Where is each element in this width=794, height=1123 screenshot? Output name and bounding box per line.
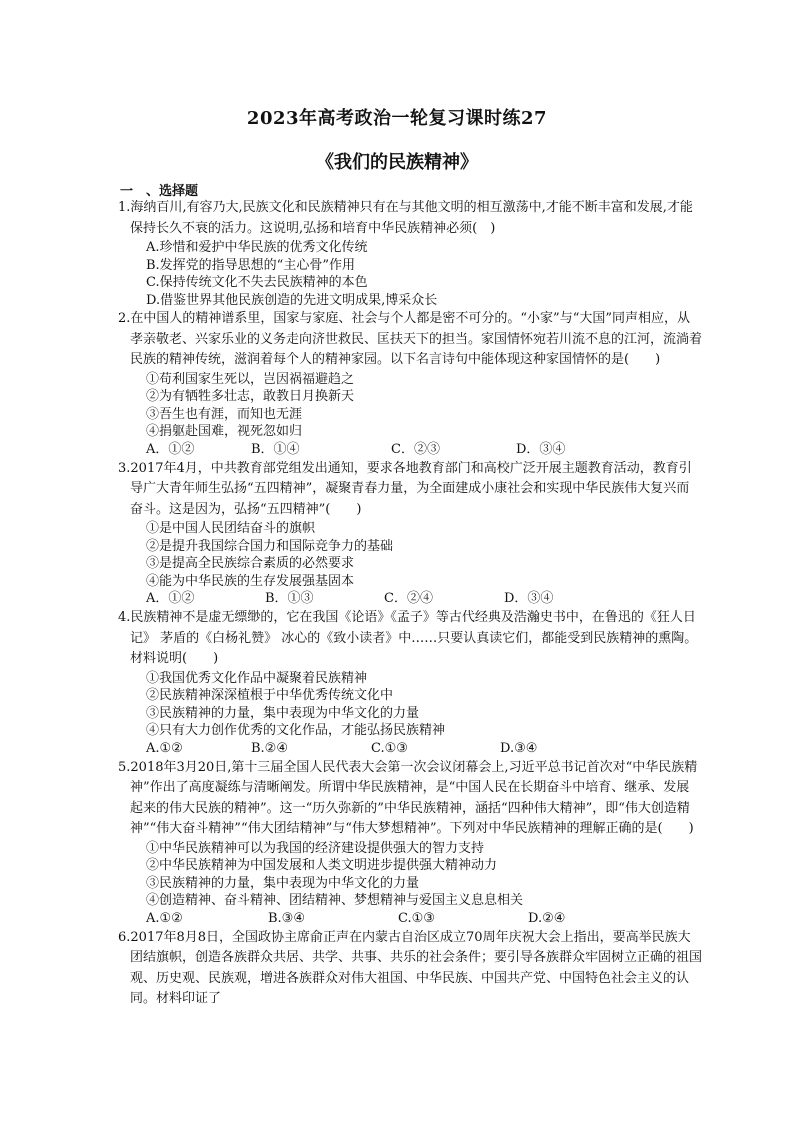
- statement-4: ④只有大力创作优秀的文化作品，才能弘扬民族精神: [146, 723, 446, 738]
- statement-3: ③民族精神的力量，集中表现为中华文化的力量: [146, 705, 420, 721]
- option-a: A.珍惜和爱护中华民族的优秀文化传统: [146, 240, 368, 255]
- choice-b: B．①④: [251, 441, 300, 457]
- choice-d: D.③④: [500, 740, 538, 756]
- option-c: C.保持传统文化不失去民族精神的本色: [146, 275, 368, 290]
- statement-2: ②中华民族精神为中国发展和人类文明进步提供强大精神动力: [146, 858, 498, 873]
- choice-c: C．②③: [391, 441, 440, 457]
- statement-1: ①是中国人民团结奋斗的旗帜: [146, 521, 316, 536]
- choice-c: C．②④: [384, 591, 433, 606]
- statement-1: ①苟利国家生死以，岂因祸福避趋之: [146, 371, 355, 387]
- question-3: [118, 459, 702, 609]
- statement-3: ③民族精神的力量，集中表现为中华文化的力量: [146, 875, 420, 891]
- choice-d: D．③④: [516, 441, 566, 457]
- choice-b: B.②④: [251, 740, 288, 756]
- question-stem: 3.2017年4月，中共教育部党组发出通知，要求各地教育部门和高校广泛开展主题教育活动，教育引导广大青年师生弘扬“五四精神”，凝聚青春力量，为全面建成小康社会和实现中华民族伟大复兴而奋斗。这是因为，弘扬“五四精神”( ): [118, 460, 692, 517]
- question-list: [118, 198, 702, 1010]
- choice-c: C.①③: [398, 910, 435, 926]
- statement-4: ④创造精神、奋斗精神、团结精神、梦想精神与爱国主义息息相关: [146, 893, 524, 908]
- section-heading: 一 、选择题: [120, 184, 199, 199]
- answer-choices: [118, 910, 702, 928]
- statement-4: ④捐躯赴国难，视死忽如归: [146, 424, 303, 439]
- question-5: [118, 758, 702, 928]
- document-subtitle: 《我们的民族精神》: [316, 152, 478, 173]
- choice-a: A.①②: [146, 740, 183, 756]
- choice-a: A.①②: [146, 910, 183, 926]
- answer-choices: [118, 441, 702, 459]
- option-b: B.发挥党的指导思想的“主心骨”作用: [146, 257, 355, 273]
- statement-1: ①我国优秀文化作品中凝聚着民族精神: [146, 670, 368, 686]
- question-4: [118, 608, 702, 758]
- statement-3: ③是提高全民族综合素质的必然要求: [146, 556, 355, 571]
- question-stem: 2.在中国人的精神谱系里，国家与家庭、社会与个人都是密不可分的。“小家”与“大国”同声相应，从孝亲敬老、兴家乐业的义务走向济世救民、匡扶天下的担当。家国情怀宛若川流不息的江河，流淌着民族的精神传统，滋润着每个人的精神家园。以下名言诗句中能体现这种家国情怀的是( ): [118, 311, 703, 367]
- answer-choices: [118, 740, 702, 758]
- statement-2: ②为有牺牲多壮志，敢教日月换新天: [146, 389, 355, 404]
- statement-1: ①中华民族精神可以为我国的经济建设提供强大的智力支持: [146, 840, 485, 856]
- option-d: D.借鉴世界其他民族创造的先进文明成果,博采众长: [146, 292, 438, 308]
- question-stem: 4.民族精神不是虚无缥缈的，它在我国《论语》《孟子》等古代经典及浩瀚史书中，在鲁迅的《狂人日记》 茅盾的《白杨礼赞》 冰心的《致小读者》中……只要认真读它们，都能受到民族精神的熏陶。材料说明( ): [118, 610, 698, 666]
- choice-b: B．①③: [265, 591, 314, 606]
- statement-4: ④能为中华民族的生存发展强基固本: [146, 573, 355, 589]
- question-1: [118, 198, 702, 309]
- choice-a: A．①②: [146, 441, 195, 457]
- choice-b: B.③④: [268, 910, 305, 926]
- question-stem: 5.2018年3月20日,第十三届全国人民代表大会第一次会议闭幕会上,习近平总书记首次对“中华民族精神”作出了高度凝练与清晰阐发。所谓中华民族精神，是“中国人民在长期奋斗中培育、继承、发展起来的伟大民族的精神”。这一“历久弥新的”中华民族精神，涵括“四种伟大精神”，即“伟大创造精神”“伟大奋斗精神”“伟大团结精神”与“伟大梦想精神”。下列对中华民族精神的理解正确的是( ): [118, 759, 698, 836]
- choice-d: D.②④: [528, 910, 566, 926]
- choice-a: A．①②: [146, 591, 195, 606]
- statement-2: ②是提升我国综合国力和国际竞争力的基础: [146, 538, 394, 554]
- choice-c: C.①③: [371, 740, 408, 756]
- choice-d: D．③④: [504, 591, 554, 606]
- statement-3: ③吾生也有涯，而知也无涯: [146, 406, 303, 422]
- question-stem: 6.2017年8月8日，全国政协主席俞正声在内蒙古自治区成立70周年庆祝大会上指出，要高举民族大团结旗帜，创造各族群众共居、共学、共事、共乐的社会条件；要引导各族群众牢固树立正确的祖国观、历史观、民族观，增进各族群众对伟大祖国、中华民族、中国共产党、中国特色社会主义的认同。材料印证了: [118, 929, 703, 1006]
- document-title: 2023年高考政治一轮复习课时练27: [246, 108, 548, 129]
- answer-choices: [118, 590, 702, 608]
- statement-2: ②民族精神深深植根于中华优秀传统文化中: [146, 688, 394, 703]
- question-6: [118, 928, 702, 1010]
- question-2: [118, 309, 702, 459]
- question-stem: 1.海纳百川,有容乃大,民族文化和民族精神只有在与其他文明的相互激荡中,才能不断丰富和发展,才能保持长久不衰的活力。这说明,弘扬和培育中华民族精神必须( ): [118, 200, 693, 236]
